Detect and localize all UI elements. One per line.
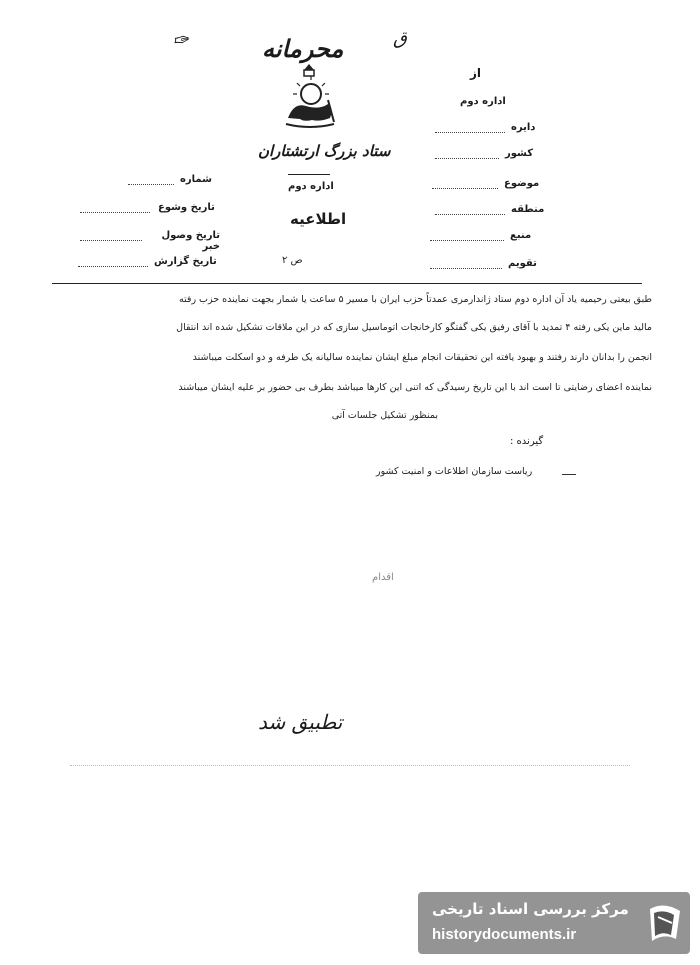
- field-label: شماره: [180, 174, 212, 185]
- from-label: از: [470, 66, 482, 80]
- recipient-text: ریاست سازمان اطلاعات و امنیت کشور: [376, 466, 533, 477]
- watermark-name: مرکز بررسی اسناد تاریخی: [432, 900, 629, 918]
- field-label: تاریخ گزارش: [154, 256, 217, 267]
- field-label: تاریخ وشوع: [158, 202, 215, 213]
- department-label: اداره دوم: [460, 96, 506, 107]
- field-label: موضوع: [504, 178, 540, 189]
- watermark-badge: [418, 892, 690, 954]
- recipient-dash: [562, 474, 576, 475]
- page-marker: ص ۲: [282, 255, 303, 266]
- org-department: اداره دوم: [288, 181, 334, 192]
- body-line: طبق بیعتی رحیمیه یاد آن اداره دوم ستاد ژاندارمری عمدتاً حزب ایران با مسیر ۵ ساعت یا شمار بجهت نماینده حزب رفته: [178, 294, 652, 305]
- body-line: نماینده اعضای رضایتی تا است اند با این تاریخ رسیدگی که اتنی این کارها میباشد بطرف بی حضور بر علیه ایشان میباشند: [178, 382, 652, 393]
- body-line: انجمن را بدانان دارند رفتند و بهبود یافته این تحقیقات انجام مبلغ ایشان نماینده سالیانه یک طرفه و دو اسکلت میباشند: [192, 352, 652, 363]
- right-field-3: [432, 176, 544, 194]
- field-label: منطقه: [511, 204, 545, 215]
- corner-mark: ق: [393, 28, 407, 49]
- field-label: منبع: [510, 230, 532, 241]
- right-field-6: [430, 256, 544, 274]
- body-line: مالید ماین یکی رفته ۴ تمدید با آقای رفیق یکی گفتگو کارخانجات اتوماسیل سازی که در این ملاقات تشکیل شده اند انتقال: [176, 322, 652, 333]
- handwritten-note: تطبیق شد: [258, 710, 343, 734]
- confidential-handwriting: محرمانه: [262, 34, 344, 63]
- body-line: بمنظور تشکیل جلسات آتی: [331, 410, 438, 421]
- title-rule: [288, 174, 330, 175]
- handwritten-mark-left: ✑: [170, 26, 191, 54]
- right-field-2: [435, 146, 545, 164]
- field-label: کشور: [505, 148, 534, 159]
- right-field-4: [435, 202, 545, 220]
- header-separator: [52, 283, 642, 284]
- field-label: تقویم: [508, 258, 537, 269]
- recipient-label: گیرنده :: [510, 436, 544, 447]
- watermark-url: historydocuments.ir: [432, 926, 577, 943]
- left-field-3: [80, 228, 220, 252]
- field-label: تاریخ وصول خبر: [161, 230, 220, 252]
- right-field-1: [435, 120, 545, 138]
- right-field-5: [430, 228, 542, 246]
- watermark-logo-icon: [642, 899, 686, 947]
- field-label: دایره: [511, 122, 536, 133]
- stamp-fragment: اقدام: [372, 572, 394, 583]
- document-title: اطلاعیه: [290, 210, 347, 228]
- lion-and-sun-emblem: [278, 60, 340, 132]
- faint-bleed-line: [70, 765, 630, 766]
- left-field-4: [78, 254, 222, 272]
- left-field-1: [128, 172, 228, 190]
- left-field-2: [80, 200, 220, 218]
- org-title: ستاد بزرگ ارتشتاران: [258, 142, 391, 160]
